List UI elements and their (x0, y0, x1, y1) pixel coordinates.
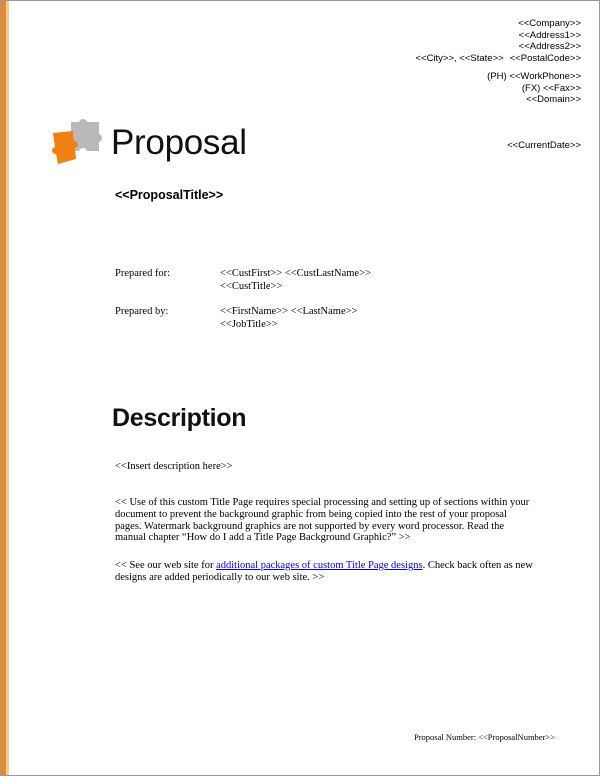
web-site-paragraph (115, 560, 535, 584)
author-name-field: <<FirstName>> <<LastName>> (220, 306, 358, 317)
address1-field: <<Address1>> (518, 29, 581, 41)
prepared-by-label: Prepared by: (115, 306, 169, 317)
domain-field: <<Domain>> (526, 94, 581, 105)
address2-field: <<Address2>> (518, 41, 581, 52)
current-date-field: <<CurrentDate>> (507, 140, 581, 151)
work-phone-field: (PH) <<WorkPhone>> (487, 71, 581, 82)
proposal-number-footer: Proposal Number: <<ProposalNumber>> (414, 732, 555, 742)
additional-packages-link[interactable]: additional packages of custom Title Page designs (216, 560, 423, 571)
city-state-postal-line (415, 53, 581, 65)
city-state-field: <<City>>, <<State>> (415, 52, 504, 64)
description-heading: Description (112, 404, 247, 432)
puzzle-pieces-icon (47, 119, 105, 171)
para2-text-before: << See our web site for (115, 560, 217, 571)
job-title-field: <<JobTitle>> (220, 318, 278, 330)
proposal-title-field: <<ProposalTitle>> (115, 188, 224, 202)
fax-field: (FX) <<Fax>> (521, 82, 581, 94)
left-accent-stripe-light (6, 1, 9, 775)
company-address-block (415, 18, 581, 106)
title-page-instructions-paragraph: << Use of this custom Title Page requires special processing and setting up of sections within your document to prevent the background graphic from being copied into the rest of your proposal pages. Watermark background graphics are not supported by every word processor. Read the manual chapter “How do I add a Title Page Background Graphic?” >> (115, 497, 530, 544)
postal-code-field: <<PostalCode>> (509, 52, 581, 64)
prepared-for-label: Prepared for: (115, 268, 171, 279)
proposal-heading: Proposal (111, 123, 247, 162)
company-field: <<Company>> (518, 18, 581, 29)
para2-text-after: . Check back often as new designs are added periodically to our web site. >> (115, 560, 533, 583)
insert-description-placeholder: <<Insert description here>> (115, 461, 233, 472)
customer-title-field: <<CustTitle>> (220, 280, 283, 292)
customer-name-field: <<CustFirst>> <<CustLastName>> (220, 268, 371, 279)
